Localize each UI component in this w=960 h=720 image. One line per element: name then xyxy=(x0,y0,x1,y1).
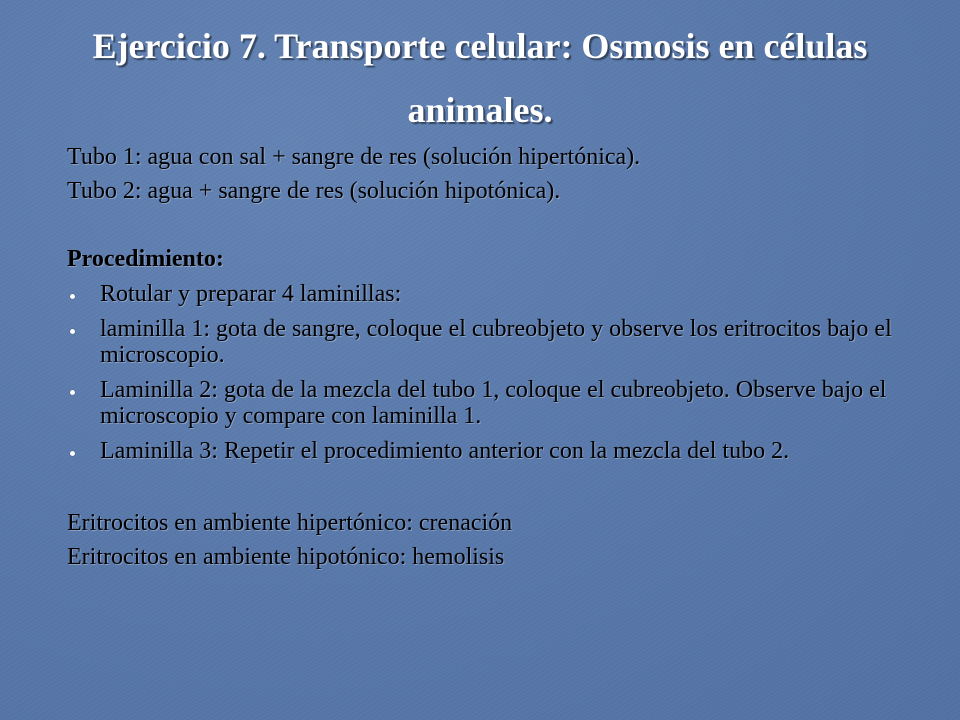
conclusion-hypotonic: Eritrocitos en ambiente hipotónico: hemolisis xyxy=(67,544,505,570)
tube-2-description: Tubo 2: agua + sangre de res (solución hipotónica). xyxy=(67,178,561,204)
procedure-step xyxy=(67,433,917,464)
blank-line xyxy=(67,468,917,506)
bullet-dot-icon xyxy=(70,329,75,334)
procedure-step xyxy=(67,276,917,307)
procedure-step-text: Laminilla 3: Repetir el procedimiento anterior con la mezcla del tubo 2. xyxy=(100,438,790,464)
procedure-heading: Procedimiento: xyxy=(67,246,224,272)
bullet-dot-icon xyxy=(70,451,75,456)
procedure-step xyxy=(67,372,917,429)
bullet-dot-icon xyxy=(70,390,75,395)
procedure-step xyxy=(67,311,917,368)
procedure-step-text: Rotular y preparar 4 laminillas: xyxy=(100,281,402,307)
bullet-dot-icon xyxy=(70,294,75,299)
procedure-step-text: laminilla 1: gota de sangre, coloque el cubreobjeto y observe los eritrocitos bajo el microscopio. xyxy=(100,316,892,368)
slide-title: Ejercicio 7. Transporte celular: Osmosis en células animales. xyxy=(92,26,868,130)
blank-line xyxy=(67,208,917,242)
slide-body xyxy=(67,140,917,574)
procedure-steps-list xyxy=(67,276,917,464)
procedure-step-text: Laminilla 2: gota de la mezcla del tubo 1, coloque el cubreobjeto. Observe bajo el microscopio y compare con laminilla 1. xyxy=(100,377,887,429)
tube-1-description: Tubo 1: agua con sal + sangre de res (solución hipertónica). xyxy=(67,144,641,170)
conclusion-hypertonic: Eritrocitos en ambiente hipertónico: crenación xyxy=(67,510,513,536)
